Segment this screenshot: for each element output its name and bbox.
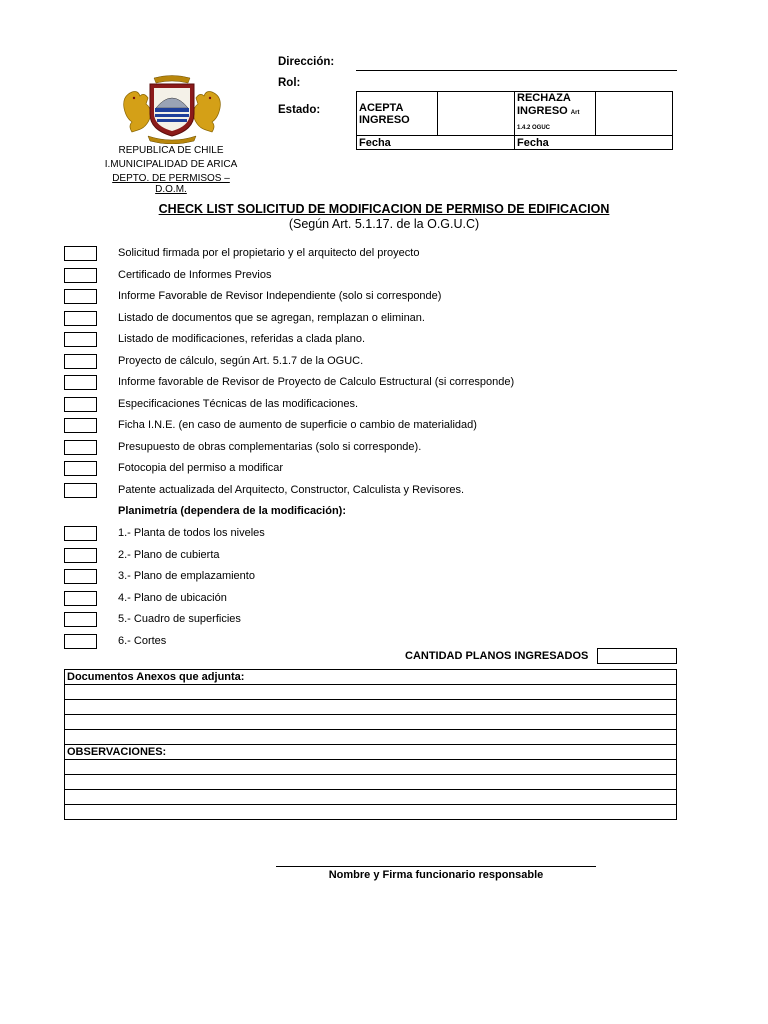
rechaza-ref: Art (570, 110, 580, 116)
planimetria-checkbox[interactable] (64, 569, 97, 584)
muni-line1: REPUBLICA DE CHILE (118, 145, 224, 156)
page-title: CHECK LIST SOLICITUD DE MODIFICACION DE PERMISO DE EDIFICACION (158, 202, 610, 216)
direccion-label: Dirección: (278, 56, 335, 68)
fecha-label-1: Fecha (359, 136, 391, 149)
checklist-label: Informe Favorable de Revisor Independiente (solo si corresponde) (118, 290, 442, 302)
signature-line (276, 866, 596, 867)
checklist-checkbox[interactable] (64, 418, 97, 433)
planimetria-label: 6.- Cortes (118, 634, 167, 647)
anexos-label: Documentos Anexos que adjunta: (67, 671, 245, 683)
planimetria-label: 3.- Plano de emplazamiento (118, 570, 255, 582)
anexos-row[interactable] (65, 715, 677, 730)
checklist-label: Especificaciones Técnicas de las modificaciones. (118, 397, 359, 410)
checklist-checkbox[interactable] (64, 246, 97, 261)
planimetria-label: 1.- Planta de todos los niveles (118, 527, 265, 539)
planimetria-label: 5.- Cuadro de superficies (118, 613, 241, 625)
anexos-row[interactable] (65, 700, 677, 715)
checklist-checkbox[interactable] (64, 397, 97, 412)
checklist-checkbox[interactable] (64, 289, 97, 304)
checklist-checkbox[interactable] (64, 440, 97, 455)
anexos-row[interactable] (65, 685, 677, 700)
planimetria-checkbox[interactable] (64, 526, 97, 541)
estado-label: Estado: (278, 104, 321, 116)
checklist-label: Ficha I.N.E. (en caso de aumento de superficie o cambio de materialidad) (118, 419, 477, 431)
observaciones-row[interactable] (65, 760, 677, 775)
rechaza-check-cell[interactable] (596, 92, 673, 136)
muni-line3: DEPTO. DE PERMISOS – D.O.M. (112, 173, 230, 195)
observaciones-header (65, 745, 677, 760)
anexos-header (65, 670, 677, 685)
checklist-checkbox[interactable] (64, 268, 97, 283)
planimetria-checkbox[interactable] (64, 634, 97, 649)
checklist-label: Presupuesto de obras complementarias (solo si corresponde). (118, 440, 422, 453)
planimetria-heading: Planimetría (dependera de la modificación): (118, 505, 346, 517)
cantidad-label: CANTIDAD PLANOS INGRESADOS (405, 650, 589, 662)
checklist-checkbox[interactable] (64, 483, 97, 498)
planimetria-checkbox[interactable] (64, 612, 97, 627)
page-subtitle: (Según Art. 5.1.17. de la O.G.U.C) (288, 217, 480, 231)
acepta-label: ACEPTA INGRESO (359, 101, 410, 126)
fecha-label-2: Fecha (517, 136, 549, 149)
checklist-checkbox[interactable] (64, 375, 97, 390)
checklist-checkbox[interactable] (64, 354, 97, 369)
cantidad-input[interactable] (597, 648, 677, 664)
checklist-label: Listado de modificaciones, referidas a clada plano. (118, 333, 366, 345)
observaciones-label: OBSERVACIONES: (67, 746, 167, 758)
observaciones-row[interactable] (65, 775, 677, 790)
checklist-label: Fotocopia del permiso a modificar (118, 462, 284, 474)
observaciones-row[interactable] (65, 805, 677, 820)
checklist-label: Patente actualizada del Arquitecto, Constructor, Calculista y Revisores. (118, 483, 465, 496)
checklist-checkbox[interactable] (64, 311, 97, 326)
municipality-crest-icon (118, 74, 226, 144)
checklist-label: Informe favorable de Revisor de Proyecto de Calculo Estructural (si corresponde) (118, 376, 515, 388)
firma-label: Nombre y Firma funcionario responsable (328, 869, 544, 881)
planimetria-checkbox[interactable] (64, 548, 97, 563)
checklist-label: Certificado de Informes Previos (118, 268, 272, 281)
checklist-label: Listado de documentos que se agregan, remplazan o eliminan. (118, 311, 425, 324)
rechaza-cell (515, 92, 596, 136)
checklist-checkbox[interactable] (64, 461, 97, 476)
checklist-label: Proyecto de cálculo, según Art. 5.1.7 de la OGUC. (118, 354, 364, 367)
acepta-cell (357, 92, 438, 136)
planimetria-checkbox[interactable] (64, 591, 97, 606)
fecha-cell-1[interactable] (357, 136, 515, 150)
rol-label: Rol: (278, 77, 301, 89)
direccion-field[interactable] (356, 70, 677, 71)
checklist-label: Solicitud firmada por el propietario y el arquitecto del proyecto (118, 247, 420, 259)
estado-table (356, 91, 673, 150)
observaciones-row[interactable] (65, 790, 677, 805)
rechaza-label: RECHAZA INGRESO (517, 92, 571, 117)
planimetria-label: 4.- Plano de ubicación (118, 591, 227, 604)
planimetria-label: 2.- Plano de cubierta (118, 548, 220, 561)
checklist-checkbox[interactable] (64, 332, 97, 347)
muni-line2: I.MUNICIPALIDAD DE ARICA (104, 159, 238, 170)
fecha-cell-2[interactable] (515, 136, 673, 150)
rechaza-note: 1.4.2 OGUC (517, 125, 551, 131)
acepta-check-cell[interactable] (438, 92, 515, 136)
anexos-row[interactable] (65, 730, 677, 745)
anexos-table (64, 669, 677, 820)
